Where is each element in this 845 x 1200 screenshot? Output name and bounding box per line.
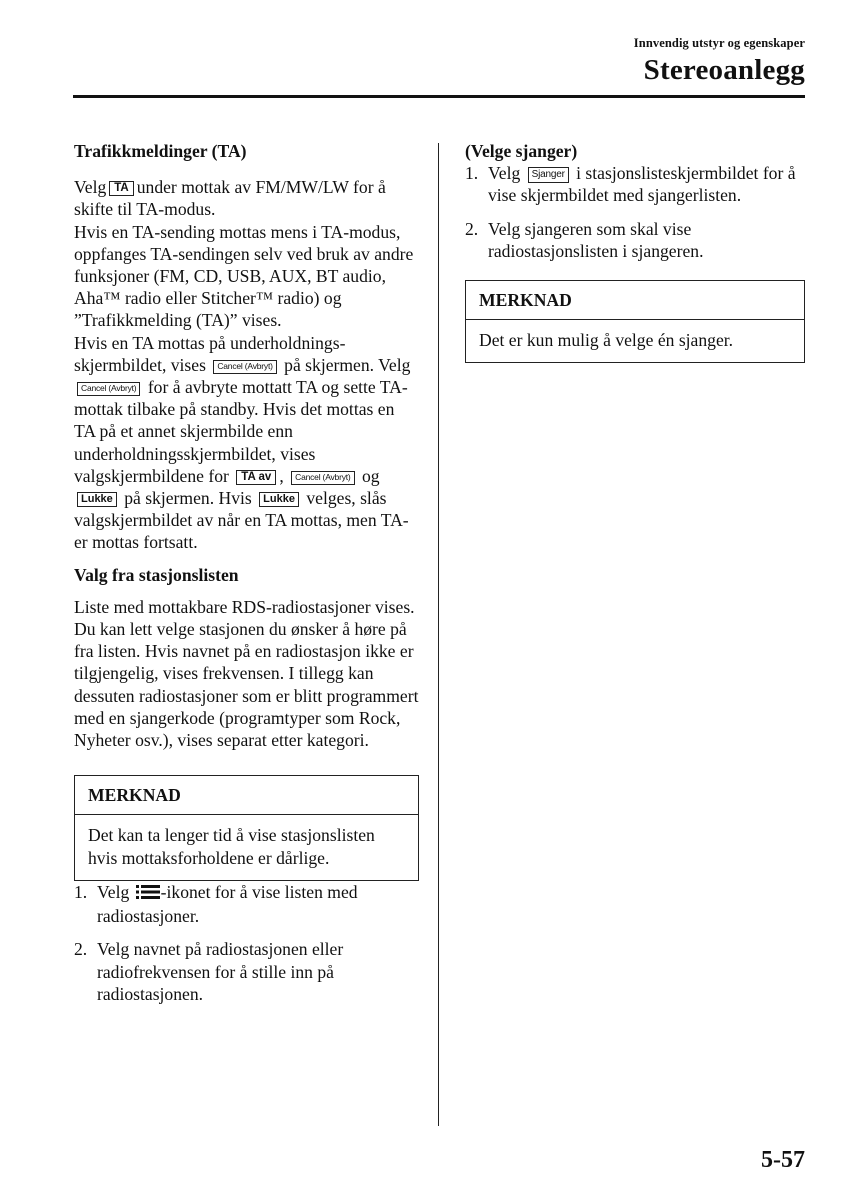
list-item: 2. Velg navnet på radiostasjonen eller radiofrekvensen for å stille inn på radiostasjonen.: [74, 939, 344, 1004]
right-column: [465, 140, 805, 363]
ta-paragraph-2: Hvis en TA-sending mottas mens i TA-modus, oppfanges TA-sendingen selv ved bruk av andre funksjoner (FM, CD, USB, AUX, BT audio, Aha™ radio eller Stitcher™ radio) og ”Trafikkmelding (TA)” vises.: [74, 221, 414, 331]
station-list-heading: Valg fra stasjonslisten: [74, 564, 239, 585]
genre-heading: (Velge sjanger): [465, 141, 578, 161]
note-heading: MERKNAD: [75, 776, 418, 815]
genre-button-label: Sjanger: [528, 167, 569, 183]
close-button-label: Lukke: [77, 492, 117, 507]
ta-off-button-label: TA av: [236, 470, 276, 485]
ta-paragraph-1: Velg TA under mottak av FM/MW/LW for å skifte til TA-modus.: [74, 177, 386, 220]
column-divider: [438, 143, 439, 1126]
list-icon: [136, 883, 160, 905]
genre-steps: [465, 162, 805, 262]
page-number: 5-57: [761, 1147, 805, 1173]
list-item: 1. Velg -ikonet for å vise listen med radiostasjoner.: [74, 881, 358, 927]
cancel-button-label: Cancel (Avbryt): [77, 382, 140, 396]
list-item: 2. Velg sjangeren som skal vise radiostasjonslisten i sjangeren.: [465, 218, 704, 261]
note-body: Det kan ta lenger tid å vise stasjonslisten hvis mottaksforholdene er dårlige.: [88, 825, 375, 868]
ta-paragraph-3: Hvis en TA mottas på underholdnings-skjermbildet, vises Cancel (Avbryt) på skjermen. Velg Cancel (Avbryt) for å avbryte mottatt TA og sette TA-mottak tilbake på standby. Hvis det mottas en TA på et annet skjermbilde enn underholdningsskjermbildet, vises valgskjermbildene for TA av , Cancel (Avbryt) og Lukke på skjermen. Hvis Lukke velges, slås valgskjermbildet av når en TA mottas, men TA-er mottas fortsatt.: [74, 332, 411, 553]
page-title: Stereoanlegg: [643, 54, 805, 86]
cancel-button-label: Cancel (Avbryt): [213, 360, 276, 374]
note-box: [74, 775, 419, 881]
note-heading: MERKNAD: [466, 281, 804, 320]
close-button-label: Lukke: [259, 492, 299, 507]
ta-heading: Trafikkmeldinger (TA): [74, 141, 247, 161]
section-label: Innvendig utstyr og egenskaper: [633, 36, 805, 50]
header-rule: [73, 95, 805, 98]
note-body: Det er kun mulig å velge én sjanger.: [479, 330, 734, 351]
station-list-steps: [74, 881, 419, 1005]
station-list-paragraph: Liste med mottakbare RDS-radiostasjoner vises. Du kan lett velge stasjonen du ønsker å høre på fra listen. Hvis navnet på en radiostasjon ikke er tilgjengelig, vises frekvensen. I tillegg kan dessuten radiostasjoner som er blitt programmert med en sjangerkode (programtyper som Rock, Nyheter osv.), vises separat etter kategori.: [74, 596, 419, 751]
note-box: [465, 280, 805, 363]
cancel-button-label: Cancel (Avbryt): [291, 471, 354, 485]
ta-button: TA: [109, 181, 133, 196]
left-column: [74, 140, 419, 1005]
list-item: 1. Velg Sjanger i stasjonslisteskjermbildet for å vise skjermbildet med sjangerlisten.: [465, 163, 796, 206]
